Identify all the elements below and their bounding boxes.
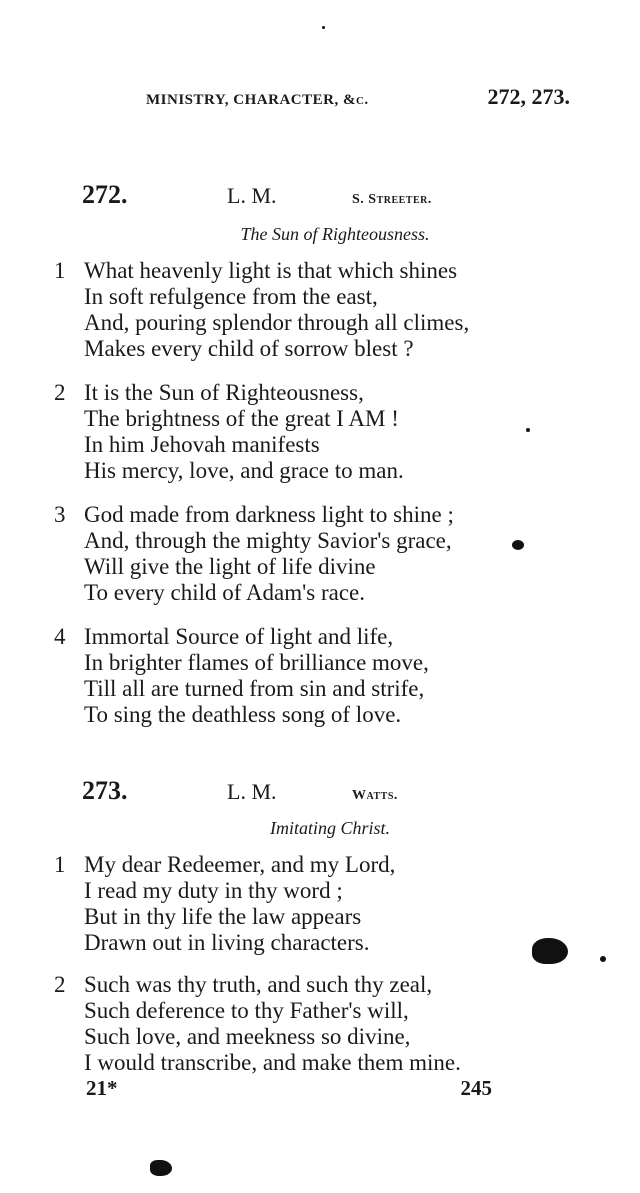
ink-speck [526,428,530,432]
stanza-number: 2 [54,380,66,405]
stanza-number: 3 [54,502,66,527]
verse-line: It is the Sun of Righteousness, [84,380,364,405]
ink-speck [322,26,325,29]
hymn-number: 273. [82,776,128,805]
hymn-header [82,776,500,806]
verse-line: And, pouring splendor through all climes, [84,310,470,335]
verse-line: Such deference to thy Father's will, [84,998,409,1023]
hymn-subtitle: The Sun of Righteousness. [240,224,430,244]
verse-line: Such love, and meekness so divine, [84,1024,411,1049]
verse-line: I would transcribe, and make them mine. [84,1050,461,1075]
hymn-author: Watts. [352,788,398,803]
stanza-number: 1 [54,258,66,283]
hymn-meter: L. M. [227,183,277,208]
running-head [146,84,570,110]
hymn-author: S. Streeter. [352,192,432,207]
verse-line: To sing the deathless song of love. [84,702,402,727]
stanza-number: 4 [54,624,66,649]
verse-line: God made from darkness light to shine ; [84,502,454,527]
stanza-number: 2 [54,972,66,997]
verse-line: I read my duty in thy word ; [84,878,343,903]
hymn-number: 272. [82,180,128,209]
running-head-numbers: 272, 273. [487,84,570,109]
verse-line: And, through the mighty Savior's grace, [84,528,452,553]
page-footer [84,1076,500,1101]
running-head-title: MINISTRY, CHARACTER, &c. [146,92,369,108]
verse-line: Till all are turned from sin and strife, [84,676,425,701]
hymn-meter: L. M. [227,779,277,804]
ink-blot [150,1160,172,1176]
verse-line: The brightness of the great I AM ! [84,406,399,431]
ink-speck [512,540,524,550]
verse-line: Such was thy truth, and such thy zeal, [84,972,433,997]
page-number: 245 [460,1076,492,1100]
verse-line: Immortal Source of light and life, [84,624,394,649]
verse-line: But in thy life the law appears [84,904,362,929]
verse-line: Makes every child of sorrow blest ? [84,336,414,361]
verse-line: In brighter flames of brilliance move, [84,650,429,675]
signature-mark: 21* [86,1076,118,1100]
ink-speck [600,956,606,962]
verse-line: In soft refulgence from the east, [84,284,378,309]
ink-blot [532,938,568,964]
verse-line: His mercy, love, and grace to man. [84,458,404,483]
verse-line: Will give the light of life divine [84,554,376,579]
verse-line: In him Jehovah manifests [84,432,320,457]
verse-line: Drawn out in living characters. [84,930,370,955]
verse-line: To every child of Adam's race. [84,580,365,605]
verse-line: What heavenly light is that which shines [84,258,458,283]
verse-line: My dear Redeemer, and my Lord, [84,852,396,877]
hymn-header [82,180,500,210]
hymn-subtitle: Imitating Christ. [269,818,390,838]
stanza-number: 1 [54,852,66,877]
